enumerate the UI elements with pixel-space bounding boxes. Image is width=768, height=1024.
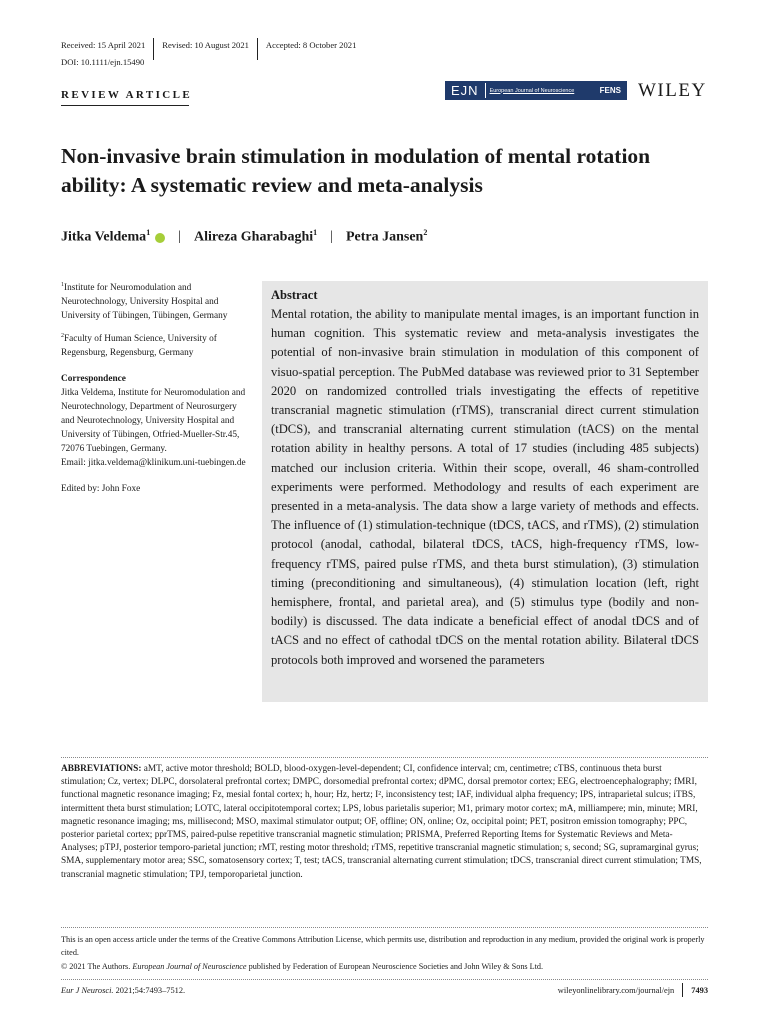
license-text: This is an open access article under the terms of the Creative Commons Attribution License, which permits use, distribution and reproduction in any medium, provided the original work is properly cited. xyxy=(61,935,705,957)
affiliation: $^2$Faculty of Human Science, University of Regensburg, Regensburg, Germany xyxy=(61,333,217,359)
citation: Eur J Neurosci. 2021;54:7493–7512. xyxy=(61,985,186,995)
journal-url[interactable]: wileyonlinelibrary.com/journal/ejn xyxy=(557,985,675,995)
correspondence-heading: Correspondence xyxy=(61,374,126,385)
divider xyxy=(61,979,708,980)
footer-divider xyxy=(682,983,683,997)
received-date: Received: 15 April 2021 xyxy=(61,40,146,50)
publisher-logo[interactable]: WILEY xyxy=(638,80,707,101)
page-footer xyxy=(61,983,708,997)
journal-full-name: European Journal of Neuroscience xyxy=(489,87,575,94)
abbreviations-label: ABBREVIATIONS: xyxy=(61,764,142,774)
correspondence-address: Jitka Veldema, Institute for Neuromodulation and Neurotechnology, Department of Neurosurgery and Neurotechnology, University Hospital and University of Tübingen, Otfried-Mueller-Str.45, 72076 Tuebingen, Germany. xyxy=(61,388,246,455)
copyright: © 2021 The Authors. European Journal of Neuroscience published by Federation of European Neuroscience Societies and John Wiley & Sons Ltd. xyxy=(61,962,544,972)
accepted-date: Accepted: 8 October 2021 xyxy=(265,40,357,50)
fens-logo: FENS xyxy=(599,86,621,95)
journal-logo[interactable] xyxy=(445,81,627,100)
divider xyxy=(61,927,708,928)
author-name[interactable]: Jitka Veldema$^1$ xyxy=(61,228,151,245)
article-type-underline xyxy=(61,105,189,106)
article-type: REVIEW ARTICLE xyxy=(61,89,193,101)
journal-short-name: EJN xyxy=(445,83,486,98)
license-notice xyxy=(61,934,708,976)
side-column xyxy=(61,278,249,502)
abbreviations-text: aMT, active motor threshold; BOLD, blood-oxygen-level-dependent; CI, confidence interval; cm, centimetre; cTBS, continuous theta burst stimulation; Cz, vertex; DLPC, dorsolateral prefrontal cortex; DMPC, dorsomedial prefrontal cortex; dPMC, dorsal premotor cortex; EEG, electroencephalography; fMRI, functional magnetic resonance imaging; Fz, mesial fontal cortex; h, hour; Hz, hertz; I², inconsistency test; IAF, individual alpha frequency; IPS, intraparietal sulcus; iTBS, intermittent theta burst stimulation; LOTC, lateral occipitotemporal cortex; LPS, lobus parietalis superior; M1, primary motor cortex; mA, milliampere; min, minute; MRI, magnetic resonance imaging; ms, millisecond; MSO, maximal stimulator output; OF, offline; ON, online; Oz, occipital point; PET, positron emission tomography; PPC, posterior parietal cortex; pprTMS, paired-pulse repetitive transcranial magnetic stimulation; PRISMA, Preferred Reporting Items for Systematic Reviews and Meta-Analyses; pTPJ, posterior temporo-parietal junction; rMT, resting motor threshold; rTMS, repetitive transcranial magnetic stimulation; s, second; SG, supramarginal gyrus; SMA, supplementary motor area; SSC, somatosensory cortex; T, test; tACS, transcranial alternating current stimulation; tDCS, transcranial direct current stimulation; TMS, transcranial magnetic stimulation; TPJ, temporoparietal junction. xyxy=(61,764,702,880)
affiliation: $^1$Institute for Neuromodulation and Neurotechnology, University Hospital and University of Tübingen, Tübingen, Germany xyxy=(61,282,228,322)
author-name[interactable]: Alireza Gharabaghi$^1$ xyxy=(194,228,318,245)
article-title: Non-invasive brain stimulation in modulation of mental rotation ability: A systematic review and meta-analysis xyxy=(61,144,651,197)
abstract-box xyxy=(262,281,708,702)
author-name[interactable]: Petra Jansen$^2$ xyxy=(345,228,428,245)
divider xyxy=(61,757,708,758)
abstract-text: Mental rotation, the ability to manipulate mental images, is an important function in human cognition. This systematic review and meta-analysis investigates the potential of non-invasive brain stimulation in modulation of this component of visuo-spatial perception. The PubMed database was reviewed prior to 31 September 2020 on randomized controlled trials investigating the effects of repetitive transcranial magnetic stimulation (rTMS), transcranial direct current stimulation (tDCS), and transcranial alternating current stimulation (tACS) on the mental rotation ability in healthy persons. A total of 17 studies (including 485 subjects) matched our inclusion criteria. Within their scope, overall, 46 sham-controlled experiments were performed. Methodology and results of each experiment are presented in a meta-analysis. The data show a large variety of methods and effects. The influence of (1) stimulation-technique (tDCS, tACS, and rTMS), (2) stimulation protocol (anodal, cathodal, bilateral tDCS, tACS, high-frequency rTMS, low-frequency rTMS, paired pulse rTMS, and theta burst stimulation), (3) stimulation timing (preconditioning and simultaneous), (4) stimulation location (left, right hemisphere, frontal, and parietal area), and (5) stimulus type (bodily and non-bodily) is discussed. The data indicate a beneficial effect of anodal tDCS and of tACS and no effect of cathodal tDCS on the mental rotation ability. Bilateral tDCS protocols both improved and worsened the parameters xyxy=(271,307,699,667)
article-dates xyxy=(61,38,364,52)
abstract-heading: Abstract xyxy=(271,288,318,302)
page-number: 7493 xyxy=(691,985,708,995)
author-list: Jitka Veldema$^1$ | Alireza Gharabaghi$^1$ | Petra Jansen$^2$ xyxy=(61,228,428,245)
doi[interactable]: DOI: 10.1111/ejn.15490 xyxy=(61,57,145,67)
orcid-icon[interactable] xyxy=(155,233,165,243)
abbreviations xyxy=(61,763,708,882)
correspondence-email[interactable]: Email: jitka.veldema@klinikum.uni-tuebingen.de xyxy=(61,458,246,469)
edited-by: Edited by: John Foxe xyxy=(61,484,141,495)
revised-date: Revised: 10 August 2021 xyxy=(162,40,249,50)
